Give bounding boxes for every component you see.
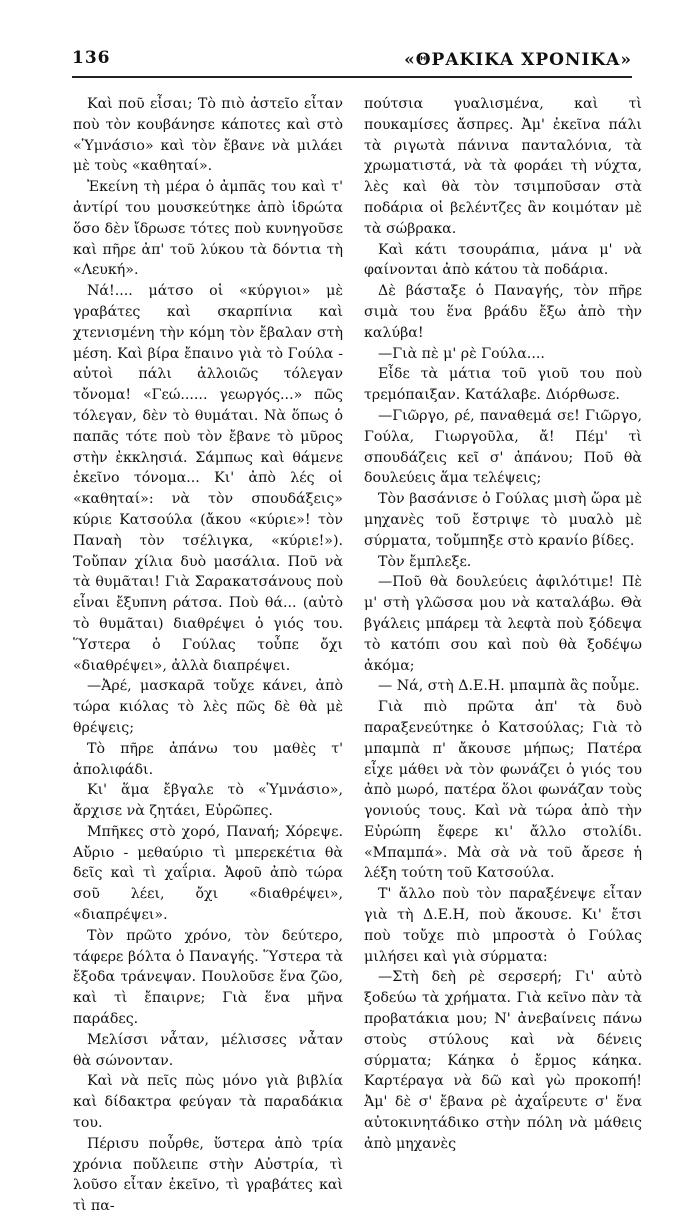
right-column bbox=[364, 94, 642, 1155]
paragraph: Τὸν ἔμπλεξε. bbox=[378, 553, 472, 570]
paragraph: Τὸν πρῶτο χρόνο, τὸν δεύτερο, τάφερε βόλτα ὁ Παναγής. Ὕστερα τὰ ἔξοδα τράνεψαν. Πουλοῦσε ἕνα ζῶο, καὶ τὶ ἔπαιρνε; Γιὰ ἕνα μῆνα παράδες. bbox=[73, 927, 343, 1028]
paragraph: —Γιῶργο, ρέ, παναθεμά σε! Γιῶργο, Γούλα, Γιωργοῦλα, ἄ! Πέμ' τὶ σπουδάζεις κεῖ σ' ἀπάνου; Ποῦ θὰ δουλεύεις ἅμα τελέψεις; bbox=[364, 407, 642, 487]
paragraph: Τ' ἄλλο ποὺ τὸν παραξένεψε εἶταν γιὰ τὴ Δ.Ε.Η, ποὺ ἄκουσε. Κι' ἔτσι ποὺ τοὔχε πιὸ μπροστὰ ὁ Γούλας μιλήσει καὶ γιὰ σύρματα: bbox=[364, 886, 642, 965]
page-header bbox=[72, 44, 632, 78]
paragraph: Γιὰ πιὸ πρῶτα ἀπ' τὰ δυὸ παραξενεύτηκε ὁ Κατσούλας; Γιὰ τὸ μπαμπὰ π' ἄκουσε μήπως; Πατέρα εἶχε μάθει νὰ τὸν φωνάζει ὁ γιός του ἀπὸ μωρό, πατέρα ὅλοι φωνάζαν τοὺς γονιούς τους. Καὶ νὰ τώρα ἀπὸ τὴν Εὐρώπη ἔφερε κι' ἄλλο στολίδι. «Μπαμπά». Μὰ σὰ νὰ τοῦ ἄρεσε ἡ λέξη τούτη τοῦ Κατσούλα. bbox=[364, 699, 642, 882]
left-column bbox=[73, 94, 343, 1217]
paragraph: Εἶδε τὰ μάτια τοῦ γιοῦ του ποὺ τρεμόπαιξαν. Κατάλαβε. Διόρθωσε. bbox=[364, 366, 642, 404]
paragraph: Δὲ βάσταξε ὁ Παναγής, τὸν πῆρε σιμὰ του ἕνα βράδυ ἔξω ἀπὸ τὴν καλύβα! bbox=[364, 283, 642, 341]
paragraph: —Στὴ δεὴ ρὲ σερσερή; Γι' αὐτὸ ξοδεύω τὰ χρήματα. Γιὰ κεῖνο πὰν τὰ προβατάκια μου; Ν' ἀνεβαίνεις πάνω στοὺς στύλους καὶ νὰ δένεις σύρματα; Κάηκα ὁ ἔρμος κάηκα. Καρτέραγα νὰ δῶ καὶ γὼ προκοπή! Ἀμ' δὲ σ' ἔβανα ρὲ ἀχαΐρευτε σ' ἕνα αὐτοκινητάδικο στὴν πόλη νὰ μάθεις ἀπὸ μηχανὲς bbox=[364, 969, 642, 1152]
paragraph: πούτσια γυαλισμένα, καὶ τὶ πουκαμίσες ἄσπρες. Ἀμ' ἐκεῖνα πάλι τὰ ριγωτὰ πάνινα πανταλόνια, τὰ χρωματιστά, νὰ τὰ φοράει τὴ νύχτα, λὲς καὶ θὰ τὸν τσιμποῦσαν στὰ ποδάρια οἱ βελέντζες ἂν κοιμόταν μὲ τὰ σώβρακα. bbox=[364, 96, 642, 237]
paragraph: Καὶ ποῦ εἶσαι; Τὸ πιὸ ἀστεῖο εἶταν ποὺ τὸν κουβάνησε κάποτες καὶ στὸ «Ὑμνάσιο» καὶ τὸν ἔβανε νὰ μιλάει μὲ τοὺς «καθηταί». bbox=[73, 96, 343, 175]
paragraph: Τὸν βασάνισε ὁ Γούλας μισὴ ὥρα μὲ μηχανὲς τοῦ ἔστριψε τὸ μυαλὸ μὲ σύρματα, τοὔμπηξε στὸ κρανίο βίδες. bbox=[364, 491, 642, 549]
paragraph: — Νά, στὴ Δ.Ε.Η. μπαμπὰ ἂς ποὖμε. bbox=[378, 678, 640, 695]
paragraph: Μελίσσι νἆταν, μέλισσες νἆταν θὰ σώνονταν. bbox=[73, 1031, 343, 1069]
paragraph: Τὸ πῆρε ἀπάνω του μαθὲς τ' ἀπολιφάδι. bbox=[73, 740, 343, 778]
journal-title: «ΘΡΑΚΙΚΑ ΧΡΟΝΙΚΑ» bbox=[404, 50, 632, 70]
paragraph: Νά!.... μάτσο οἱ «κύργιοι» μὲ γραβάτες καὶ σκαρπίνια καὶ χτενισμένη τὴν κόμη τὸν ἔβαλαν στὴ μέση. Καὶ βίρα ἔπαινο γιὰ τὸ Γούλα - αὐτοὶ πάλι ἀλλοιῶς τόλεγαν τὄνομα! «Γεώ...... γεωργός...» πῶς τόλεγαν, δὲν τὸ θυμάται. Νὰ ὅπως ὁ παπᾶς τότε ποὺ τὸν ἔβανε τὸ μῦρος στὴν ἐκκλησιά. Σάμπως καὶ θάμενε ἐκεῖνο τόνομα... Κι' ἀπὸ λές οἱ «καθηταί»: νὰ τὸν σπουδάξεις» κύριε Κατσούλα (ἄκου «κύριε»! τὸν Παναὴ τὸν τσέλιγκα, «κύριε!»). Τοὔπαν χίλια δυὸ μασάλια. Ποῦ νὰ τὰ θυμᾶται! Γιὰ Σαρακατσάνους ποὺ εἶναι ἔξυπνη ράτσα. Ποὺ θά... (αὐτὸ τὸ θυμᾶται) διαθρέψει ὁ γιός του. Ὕστερα ὁ Γούλας τοὖπε ὄχι «διαθρέψει», ἀλλὰ διαπρέψει. bbox=[73, 283, 343, 674]
page-number: 136 bbox=[72, 48, 111, 68]
paragraph: Καὶ νὰ πεῖς πὼς μόνο γιὰ βιβλία καὶ δίδακτρα φεύγαν τὰ παραδάκια του. bbox=[73, 1073, 343, 1132]
paragraph: Κι' ἅμα ἔβγαλε τὸ «Ὑμνάσιο», ἄρχισε νὰ ζητάει, Εὐρῶπες. bbox=[73, 782, 343, 820]
paragraph: —Ἀρέ, μασκαρᾶ τοὔχε κάνει, ἀπὸ τώρα κιόλας τὸ λὲς πῶς δὲ θὰ μὲ θρέψεις; bbox=[73, 678, 343, 736]
paragraph: Ἐκείνη τὴ μέρα ὁ ἀμπᾶς του καὶ τ' ἀντίρί του μουσκεύτηκε ἀπὸ ἱδρώτα ὅσο δὲν ἴδρωσε τότες ποὺ κυνηγοῦσε καὶ πῆρε ἀπ' τοῦ λύκου τὰ δόντια τὴ «Λευκή». bbox=[73, 179, 343, 279]
paragraph: Καὶ κάτι τσουράπια, μάνα μ' νὰ φαίνονται ἀπὸ κάτου τὰ ποδάρια. bbox=[364, 241, 642, 279]
paragraph: Μπῆκες στὸ χορό, Παναή; Χόρεψε. Αὔριο - μεθαύριο τὶ μπερεκέτια θὰ δεῖς καὶ τὶ χαΐρια. Ἀφοῦ ἀπὸ τώρα σοῦ λέει, ὄχι «διαθρέψει», «διαπρέψει». bbox=[73, 823, 343, 924]
paragraph: —Γιὰ πὲ μ' ρὲ Γούλα.... bbox=[378, 345, 545, 362]
paragraph: —Ποῦ θὰ δουλεύεις ἀφιλότιμε! Πὲ μ' στὴ γλῶσσα μου νὰ καταλάβω. Θὰ βγάλεις μπάρεμ τὰ λεφτὰ ποὺ ξόδεψα τὸ κατόπι σου καὶ ποὺ θὰ ξοδέψω ἀκόμα; bbox=[364, 574, 642, 674]
paragraph: Πέρισυ ποὖρθε, ὕστερα ἀπὸ τρία χρόνια ποὔλειπε στὴν Αὐστρία, τὶ λοῦσο εἶταν ἐκεῖνο, τὶ γραβάτες καὶ τὶ πα- bbox=[73, 1135, 343, 1215]
